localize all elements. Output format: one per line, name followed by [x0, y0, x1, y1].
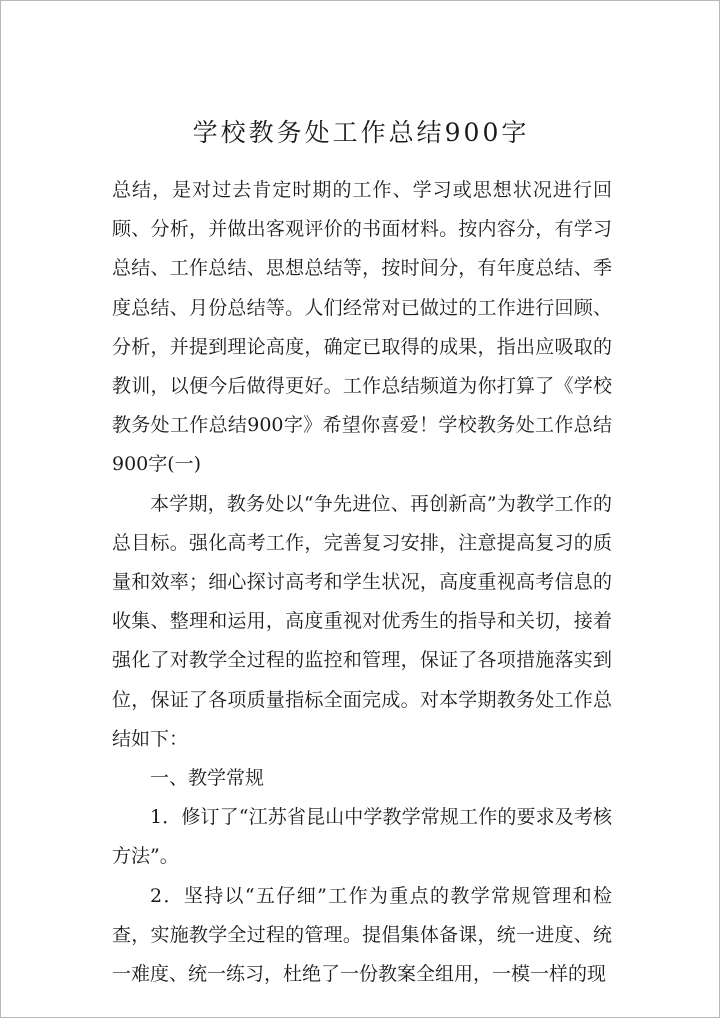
- section-heading-teaching-routine: 一、教学常规: [150, 767, 265, 790]
- document-body: [112, 171, 612, 994]
- semester-summary-paragraph: 本学期，教务处以“争先进位、再创新高”为教学工作的总目标。强化高考工作，完善复习安排，注意提高复习的质量和效率；细心探讨高考和学生状况，高度重视高考信息的收集、整理和运用，高度重视对优秀生的指导和关切，接着强化了对教学全过程的监控和管理，保证了各项措施落实到位，保证了各项质量指标全面完成。对本学期教务处工作总结如下：: [112, 492, 612, 750]
- list-item-2: 2．坚持以“五仔细”工作为重点的教学常规管理和检查，实施教学全过程的管理。提倡集体备课，统一进度、统一难度、统一练习，杜绝了一份教案全组用，一模一样的现: [112, 884, 612, 986]
- intro-paragraph: 总结，是对过去肯定时期的工作、学习或思想状况进行回顾、分析，并做出客观评价的书面材料。按内容分，有学习总结、工作总结、思想总结等，按时间分，有年度总结、季度总结、月份总结等。人们经常对已做过的工作进行回顾、分析，并提到理论高度，确定已取得的成果，指出应吸取的教训，以便今后做得更好。工作总结频道为你打算了《学校教务处工作总结900字》希望你喜爱！学校教务处工作总结900字(一): [112, 179, 612, 476]
- list-item-1: 1．修订了“江苏省昆山中学教学常规工作的要求及考核方法”。: [112, 806, 612, 868]
- document-title: 学校教务处工作总结900字: [192, 118, 530, 147]
